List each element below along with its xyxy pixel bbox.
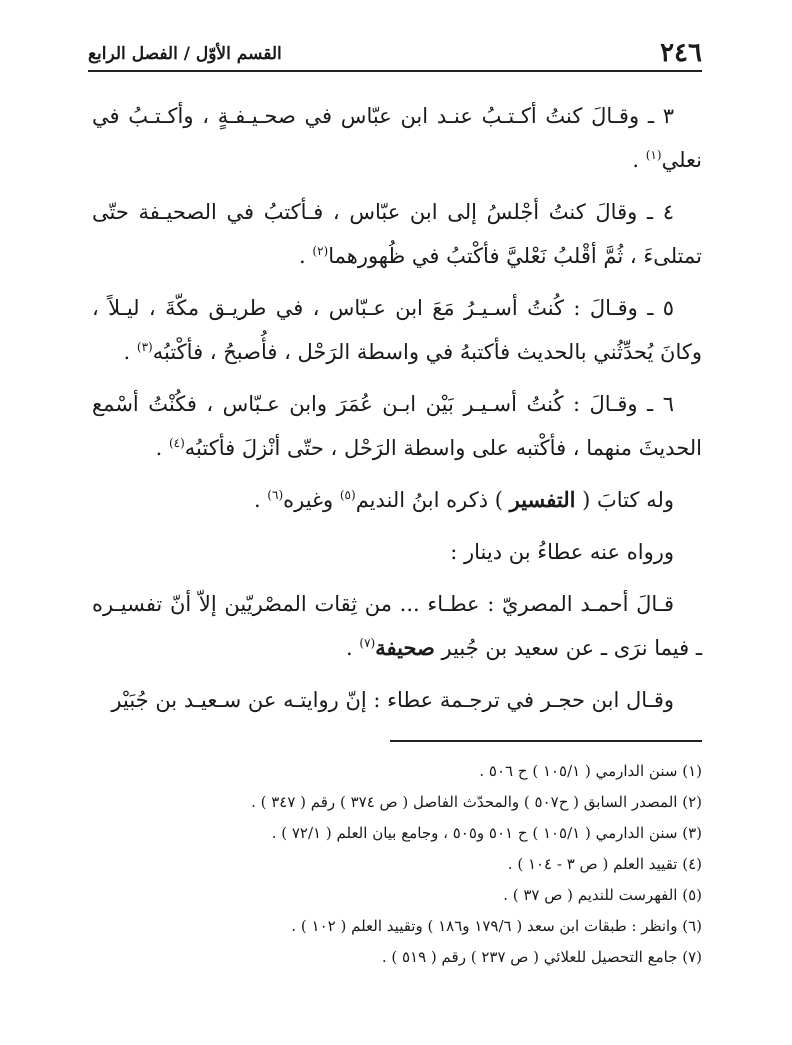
narrator-line: ورواه عنه عطاءُ بن دينار : bbox=[450, 540, 674, 564]
book-title: التفسير bbox=[509, 487, 576, 512]
paragraph-3: ٣ ـ وقـالَ كنتُ أكـتـبُ عنـد ابن عبّاس في صحـيـفـةٍ ، وأكـتـبُ في نعلي$^{(١)}$ . bbox=[92, 104, 702, 172]
footnotes bbox=[100, 756, 702, 973]
footnote-ref: (١) bbox=[645, 148, 662, 162]
footnote-item: (٢) المصدر السابق ( ح٥٠٧ ) والمحدّث الفاصل ( ص ٣٧٤ ) رقم ( ٣٤٧ ) . bbox=[251, 793, 702, 811]
main-text bbox=[92, 94, 702, 722]
quote-paragraph: قـالَ أحمـد المصريّ : عطـاء ... من ثِقات المصْريّين إلاّ أنّ تفسيـره ـ فيما نرَى ـ عن سعيد بن جُبير صحيفة$^{(٧)}$ . bbox=[92, 592, 702, 660]
paragraph-5: ٥ ـ وقـالَ : كُنتُ أسـيـرُ مَعَ ابن عـبّاس ، في طريـق مكّةَ ، ليـلاً ، وكانَ يُحدِّثُني بالحديث فأكتبهُ في واسطة الرَحْل ، فأُصبحُ ، فأكْتبُه$^{(٣)}$ . bbox=[92, 296, 702, 364]
paragraph-4: ٤ ـ وقالَ كنتُ أجْلسُ إلى ابن عبّاس ، فـأكتبُ في الصحيـفة حتّى تمتلىءَ ، ثُمَّ أقْلبُ نَعْليَّ فأكْتبُ في ظُهورهما$^{(٢)}$ . bbox=[92, 200, 702, 268]
emphasis-word: صحيفة bbox=[375, 635, 435, 660]
last-paragraph: وقـال ابن حجـر في ترجـمة عطاء : إنّ روايتـه عن سـعيـد بن جُبَيْر bbox=[111, 688, 674, 712]
page-number: ٢٤٦ bbox=[660, 38, 702, 68]
footnote-item: (٣) سنن الدارمي ( ١٠٥/١ ) ح ٥٠١ و٥٠٥ ، وجامع بيان العلم ( ٧٢/١ ) . bbox=[271, 824, 702, 842]
paragraph-6: ٦ ـ وقـالَ : كُنتُ أسـيـر بَيْن ابـن عُمَرَ وابن عـبّاس ، فكُنْتُ أسْمع الحديثَ منهما ، فأكْتبه على واسطة الرَحْل ، حتّى أنْزلَ فأكتبُه$^{(٤)}$ . bbox=[92, 392, 702, 460]
footnote-item: (٦) وانظر : طبقات ابن سعد ( ١٧٩/٦ و١٨٦ ) وتقييد العلم ( ١٠٢ ) . bbox=[291, 917, 702, 935]
footnote-ref: (٣) bbox=[136, 340, 153, 354]
footnote-ref: (٦) bbox=[267, 488, 284, 502]
footnote-item: (٤) تقييد العلم ( ص ٣ - ١٠٤ ) . bbox=[507, 855, 702, 873]
footnote-item: (٥) الفهرست للنديم ( ص ٣٧ ) . bbox=[503, 886, 702, 904]
page-header bbox=[88, 36, 702, 72]
footnote-divider bbox=[390, 740, 702, 742]
footnote-ref: (٢) bbox=[312, 244, 329, 258]
footnote-ref: (٥) bbox=[339, 488, 356, 502]
footnote-item: (٧) جامع التحصيل للعلائي ( ص ٢٣٧ ) رقم ( ٥١٩ ) . bbox=[381, 948, 702, 966]
footnote-ref: (٧) bbox=[359, 636, 376, 650]
running-head: القسم الأوّل / الفصل الرابع bbox=[88, 44, 282, 64]
book-line: وله كتابَ ( التفسير ) ذكره ابنُ النديم$^{(٥)}$ وغيره$^{(٦)}$ . bbox=[253, 487, 674, 512]
footnote-item: (١) سنن الدارمي ( ١٠٥/١ ) ح ٥٠٦ . bbox=[479, 762, 702, 780]
footnote-ref: (٤) bbox=[168, 436, 185, 450]
